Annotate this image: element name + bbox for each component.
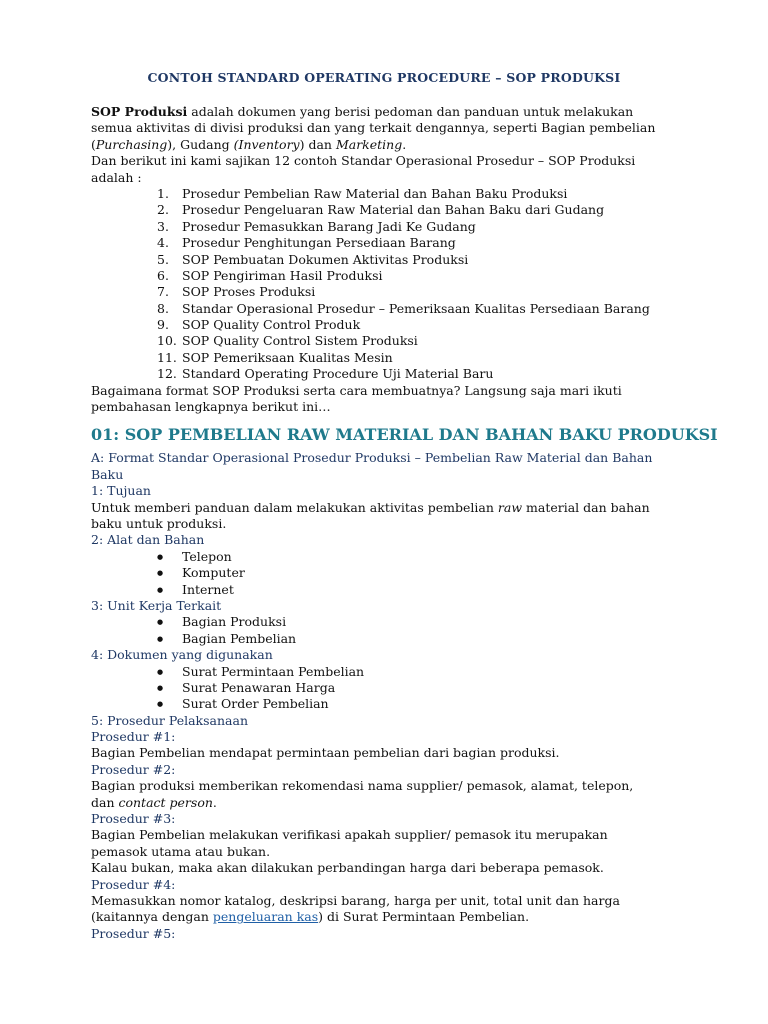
- contact-person-term: contact person: [118, 794, 213, 810]
- document-title: CONTOH STANDARD OPERATING PROCEDURE – SOP PRODUKSI: [147, 70, 621, 85]
- prosedur-2-label: Prosedur #2:: [91, 761, 176, 777]
- list-item: ● Surat Order Pembelian: [91, 696, 691, 712]
- intro-line-3: [91, 137, 691, 153]
- list-item: ● Surat Penawaran Harga: [91, 680, 691, 696]
- list-item: [91, 268, 691, 284]
- list-item: [91, 301, 691, 317]
- intro-line-4: Dan berikut ini kami sajikan 12 contoh Standar Operasional Prosedur – SOP Produksi: [91, 153, 636, 169]
- intro-text: (: [91, 136, 96, 152]
- list-item: [91, 186, 691, 202]
- sop-list: [91, 186, 691, 383]
- prosedur-text: dan: [91, 794, 119, 810]
- list-item: [91, 219, 691, 235]
- prosedur-3-line-2: pemasok utama atau bukan.: [91, 843, 271, 859]
- list-number: 8.: [157, 300, 169, 316]
- list-item: ● Bagian Pembelian: [91, 631, 691, 647]
- list-item: [91, 202, 691, 218]
- intro-text: ), Gudang: [167, 136, 234, 152]
- prosedur-text: ) di Surat Permintaan Pembelian.: [318, 909, 530, 925]
- raw-term: raw: [497, 499, 523, 515]
- tujuan-heading: 1: Tujuan: [91, 483, 151, 499]
- prosedur-4-line-1: Memasukkan nomor katalog, deskripsi barang, harga per unit, total unit dan harga: [91, 892, 620, 908]
- list-number: 9.: [157, 317, 169, 333]
- prosedur-2-line-1: Bagian produksi memberikan rekomendasi nama supplier/ pemasok, alamat, telepon,: [91, 778, 634, 794]
- list-number: 10.: [157, 333, 177, 349]
- list-item: ● Bagian Produksi: [91, 614, 691, 630]
- list-number: 6.: [157, 267, 169, 283]
- list-item-label: SOP Pembuatan Dokumen Aktivitas Produksi: [182, 251, 469, 267]
- list-number: 1.: [157, 185, 169, 201]
- list-number: 11.: [157, 349, 177, 365]
- list-item: [91, 333, 691, 349]
- list-item-label: SOP Pemeriksaan Kualitas Mesin: [182, 349, 393, 365]
- tujuan-line-2: baku untuk produksi.: [91, 515, 227, 531]
- dokumen-list: [91, 664, 691, 713]
- document-body: [91, 104, 718, 942]
- prosedur-3-line-1: Bagian Pembelian melakukan verifikasi apakah supplier/ pemasok itu merupakan: [91, 827, 608, 843]
- section-heading: 01: SOP PEMBELIAN RAW MATERIAL DAN BAHAN BAKU PRODUKSI: [91, 425, 718, 445]
- list-item-label: Prosedur Penghitungan Persediaan Barang: [182, 235, 456, 251]
- list-item: [91, 317, 691, 333]
- prosedur-5-label: Prosedur #5:: [91, 925, 176, 941]
- prosedur-3-label: Prosedur #3:: [91, 811, 176, 827]
- list-item: ● Surat Permintaan Pembelian: [91, 664, 691, 680]
- tujuan-line-1: [91, 500, 691, 516]
- list-number: 5.: [157, 251, 169, 267]
- prosedur-text: (kaitannya dengan: [91, 909, 213, 925]
- intro-text: ) dan: [299, 136, 336, 152]
- list-item: ● Telepon: [91, 549, 691, 565]
- list-item: [91, 252, 691, 268]
- list-item-label: SOP Proses Produksi: [182, 284, 316, 300]
- intro-text: .: [402, 136, 407, 152]
- intro-line-5: adalah :: [91, 169, 142, 185]
- prosedur-text: .: [212, 794, 217, 810]
- pengeluaran-kas-link[interactable]: pengeluaran kas: [212, 909, 319, 925]
- list-item-label: Prosedur Pemasukkan Barang Jadi Ke Gudang: [182, 218, 476, 234]
- list-item: [91, 350, 691, 366]
- intro-text: adalah dokumen yang berisi pedoman dan panduan untuk melakukan: [187, 104, 634, 119]
- alat-list: [91, 549, 691, 598]
- list-item-label: SOP Quality Control Sistem Produksi: [182, 333, 418, 349]
- prosedur-4-label: Prosedur #4:: [91, 876, 176, 892]
- list-item: ● Komputer: [91, 565, 691, 581]
- inventory-term: (Inventory: [233, 136, 300, 152]
- marketing-term: Marketing: [335, 136, 403, 152]
- list-item-label: Standard Operating Procedure Uji Material Baru: [182, 366, 494, 382]
- list-item: ● Internet: [91, 582, 691, 598]
- list-item-label: Standar Operasional Prosedur – Pemeriksaan Kualitas Persediaan Barang: [182, 300, 650, 316]
- list-number: 3.: [157, 218, 169, 234]
- list-item-label: SOP Pengiriman Hasil Produksi: [182, 267, 383, 283]
- unit-heading: 3: Unit Kerja Terkait: [91, 597, 222, 613]
- outro-line-1: Bagaimana format SOP Produksi serta cara membuatnya? Langsung saja mari ikuti: [91, 382, 622, 398]
- list-number: 4.: [157, 235, 169, 251]
- prosedur-1-label: Prosedur #1:: [91, 729, 176, 745]
- list-item: [91, 366, 691, 382]
- intro-line-2: semua aktivitas di divisi produksi dan yang terkait dengannya, seperti Bagian pembelian: [91, 120, 656, 136]
- alat-heading: 2: Alat dan Bahan: [91, 532, 205, 548]
- list-item: [91, 235, 691, 251]
- tujuan-text: Untuk memberi panduan dalam melakukan aktivitas pembelian: [91, 499, 498, 515]
- format-title-line-1: A: Format Standar Operasional Prosedur Produksi – Pembelian Raw Material dan Bahan: [91, 450, 653, 466]
- prosedur-heading: 5: Prosedur Pelaksanaan: [91, 712, 249, 728]
- dokumen-heading: 4: Dokumen yang digunakan: [91, 647, 273, 663]
- list-item-label: Prosedur Pembelian Raw Material dan Bahan Baku Produksi: [182, 185, 568, 201]
- intro-term: SOP Produksi: [91, 104, 188, 119]
- list-number: 2.: [157, 202, 169, 218]
- unit-list: [91, 614, 691, 647]
- format-title-line-2: Baku: [91, 466, 124, 482]
- tujuan-text: material dan bahan: [522, 499, 650, 515]
- purchasing-term: Purchasing: [95, 136, 168, 152]
- prosedur-2-line-2: [91, 795, 691, 811]
- list-number: 7.: [157, 284, 169, 300]
- prosedur-1-text: Bagian Pembelian mendapat permintaan pembelian dari bagian produksi.: [91, 745, 560, 761]
- list-item: [91, 284, 691, 300]
- intro-line-1: [91, 104, 691, 120]
- prosedur-4-line-2: [91, 909, 691, 925]
- list-number: 12.: [157, 366, 177, 382]
- outro-line-2: pembahasan lengkapnya berikut ini…: [91, 399, 331, 415]
- prosedur-3-line-3: Kalau bukan, maka akan dilakukan perbandingan harga dari beberapa pemasok.: [91, 860, 604, 876]
- list-item-label: Prosedur Pengeluaran Raw Material dan Bahan Baku dari Gudang: [182, 202, 605, 218]
- list-item-label: SOP Quality Control Produk: [182, 317, 361, 333]
